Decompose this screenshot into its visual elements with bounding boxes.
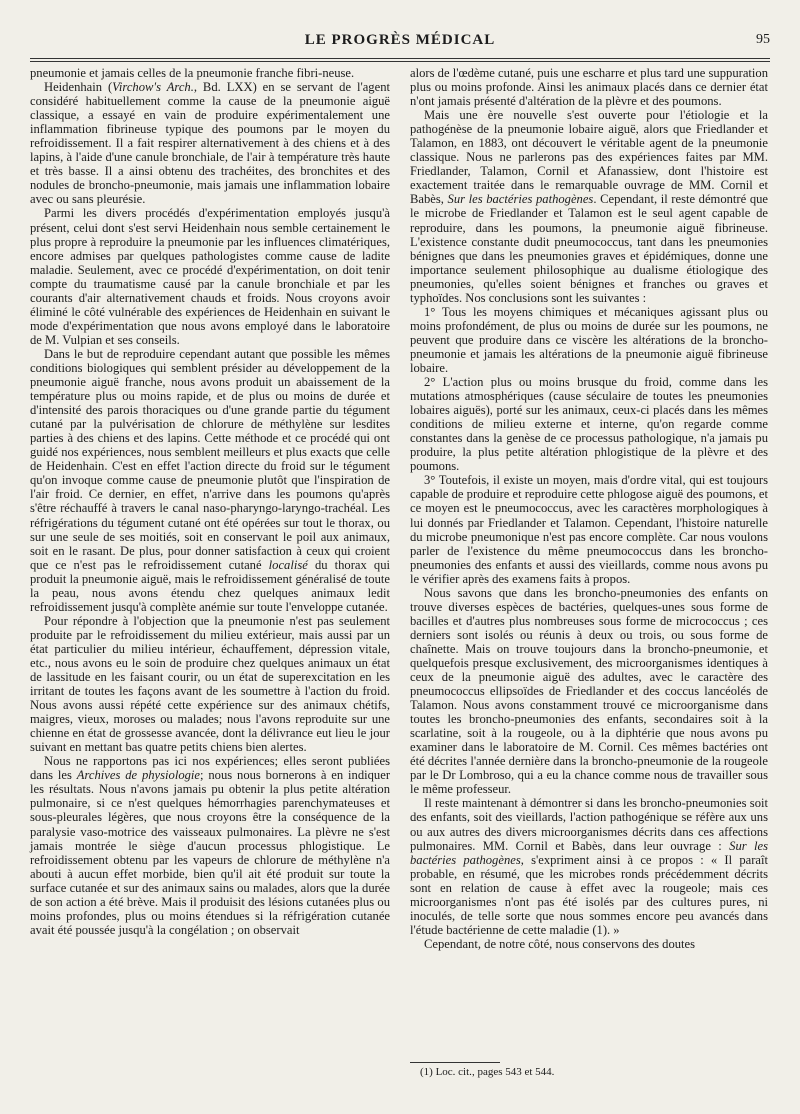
footnote: (1) Loc. cit., pages 543 et 544.: [420, 1066, 555, 1078]
citation: Virchow's Arch.: [112, 80, 194, 95]
paragraph: Mais une ère nouvelle s'est ouverte pour l'étiologie et la pathogénèse de la pneumonie lobaire aiguë, alors que Friedlander et Talamon, en 1883, ont découvert le véritable agent de la pneumonie classique. Nous ne parlerons pas des expériences faites par MM. Friedlander, Talamon, Cornil et Afanassiew, dont l'histoire est exactement traitée dans le remarquable ouvrage de MM. Cornil et Babès, Sur les bactéries pathogènes. Cependant, il reste démontré que le microbe de Friedlander et Talamon est le seul agent capable de reproduire, dans les poumons, la pneumonie aiguë fibrineuse. L'existence constante dudit pneumococcus, tant dans les pneumonies bénignes que dans les pneumonies graves et épidémiques, donne une importance seulement philosophique au dualisme étiologique des pneumonies, qu'elles soient bénignes et franches ou graves et typhoïdes. Nos conclusions sont les suivantes :: [410, 108, 768, 305]
paragraph: 3° Toutefois, il existe un moyen, mais d'ordre vital, qui est toujours capable de produire et reproduire cette phlogose aiguë des poumons, et ce moyen est le pneumococcus, avec les caractères morphologiques à lui donnés par Friedlander et Talamon. Cependant, l'histoire naturelle du microbe pneumonique n'est pas encore complète. Car nous voulons parler de l'existence du même pneumococcus dans les broncho-pneumonies des enfants et aussi des vieillards, comme nous avons pu le vérifier après des examens faits à propos.: [410, 473, 768, 586]
paragraph: Parmi les divers procédés d'expérimentation employés jusqu'à présent, celui dont s'est servi Heidenhain nous semble certainement le plus propre à reproduire la pneumonie par les influences climatériques, encore admises par quelques pathologistes comme cause de ladite maladie. Seulement, avec ce procédé d'expérimentation, on doit tenir compte du traumatisme causé par la canule bronchiale et par les courants d'air alternativement chauds et froids. Nous croyons avoir éliminé le côté vulnérable des expériences de Heidenhain en suivant le mode d'expérimentation que nous avons employé dans le laboratoire de M. Vulpian et ses conseils.: [30, 206, 390, 347]
paragraph: Nous savons que dans les broncho-pneumonies des enfants on trouve diverses espèces de bactéries, quelques-unes sous forme de bacilles et d'autres plus nombreuses sous forme de micrococcus ; ces derniers sont isolés ou réunis à deux ou trois, ou sous forme de chaînette. Mais on trouve toujours dans la broncho-pneumonie, et quelquefois presque exclusivement, des microorganismes identiques à ceux de la pneumonie aiguë des adultes, avec le caractère des pneumococcus ellipsoïdes de Friedlander et des coccus lancéolés de Talamon. Nous avons constamment trouvé ce microorganisme dans toutes les broncho-pneumonies des enfants, secondaires soit à la scarlatine, soit à la rougeole, ou à la diphtérie que nous avons pu examiner dans le laboratoire de M. Cornil. Ces mêmes bactéries ont été décrites l'année dernière dans la broncho-pneumonie de la rougeole par le Dr Lombroso, qui a eu la chance comme nous de travailler sous le même professeur.: [410, 585, 768, 797]
paragraph: pneumonie et jamais celles de la pneumonie franche fibri-neuse.: [30, 66, 355, 80]
page-number: 95: [756, 32, 770, 47]
header-rule-bottom: [30, 61, 770, 62]
left-column: [30, 66, 390, 937]
paragraph: Pour répondre à l'objection que la pneumonie n'est pas seulement produite par le refroidissement du milieu extérieur, mais aussi par un état particulier du milieu intérieur, échauffement, dépression vitale, etc., nous avons eu le soin de produire chez quelques animaux un état de lassitude en les faisant courir, ou un état de superexcitation en les irritant de toutes les façons avant de les soumettre à l'action du froid. Nous avons aussi répété cette expérience sur des animaux chétifs, maigres, vieux, moroses ou malades; nous l'avons reproduite sur une chienne en état de grossesse avancée, dont la délivrance eut lieu le jour suivant en mettant bas quatre petits chiens bien alertes.: [30, 613, 390, 755]
paragraph: alors de l'œdème cutané, puis une escharre et plus tard une suppuration plus ou moins profonde. Ainsi les animaux placés dans ce dernier état n'ont jamais présenté d'altération de la plèvre et des poumons.: [410, 66, 768, 109]
paragraph: Cependant, de notre côté, nous conservons des doutes: [424, 936, 696, 951]
footnote-ref: Loc. cit.: [435, 1066, 472, 1078]
paragraph: 2° L'action plus ou moins brusque du froid, comme dans les mutations atmosphériques (cause séculaire de toutes les pneumonies lobaires aiguës), porté sur les animaux, ceux-ci placés dans les mêmes conditions de milieu externe et interne, qu'on regarde comme constantes dans la genèse de ce processus pathologique, n'a jamais pu produire, la plus petite altération phlogistique de la plèvre et des poumons.: [410, 375, 768, 474]
paragraph: Heidenhain (Virchow's Arch., Bd. LXX) en se servant de l'agent considéré habituellement comme la cause de la pneumonie aiguë classique, a essayé en vain de produire expérimentalement une inflammation fibrineuse typique des poumons par le moyen du refroidissement. Il a fait respirer alternativement à des chiens et à des lapins, à l'aide d'une canule bronchiale, de l'air à température très haute et très basse. Il a ainsi obtenu des trachéites, des bronchites et des nodules de broncho-pneumonie, mais jamais une inflammation lobaire avec ou sans pleurésie.: [30, 80, 390, 207]
footnote-rule: [410, 1062, 500, 1063]
paragraph: Dans le but de reproduire cependant autant que possible les mêmes conditions biologiques qui semblent présider au développement de la pneumonie aiguë franche, nous avons produit un abaissement de la température plus ou moins rapide, et de plus ou moins de durée et d'intensité des parois thoraciques ou d'une grande partie du tégument cutané par la pulvérisation de chlorure de méthylène sur lesdites parties à des chiens et des lapins. Cette méthode et ce procédé qui ont guidé nos expériences, nous semblent meilleurs et plus exacts que celle de Heidenhain. C'est en effet l'action directe du froid sur le tégument qu'on invoque comme cause de pneumonie plutôt que l'inspiration de l'air froid. Ce dernier, en effet, n'arrive dans les poumons qu'après s'être réchauffé à travers le canal naso-pharyngo-laryngo-trachéal. Les réfrigérations du tégument cutané ont été opérées sur tout le thorax, ou sur une seule de ses moitiés, soit en conservant le poil aux animaux, soit en le rasant. De plus, pour donner satisfaction à ceux qui croient que ce n'est pas le refroidissement cutané localisé du thorax qui produit la pneumonie aiguë, mais le refroidissement généralisé de toute la peau, nous avons étendu chez quelques animaux ledit refroidissement jusqu'à complète anémie sur toute l'enveloppe cutanée.: [30, 346, 390, 614]
journal-title: LE PROGRÈS MÉDICAL: [304, 32, 496, 48]
citation: Sur les bactéries pathogènes: [410, 838, 768, 867]
emphasis: localisé: [268, 557, 308, 572]
right-column: [410, 66, 768, 951]
paragraph: Nous ne rapportons pas ici nos expériences; elles seront publiées dans les Archives de physiologie; nous nous bornerons à en indiquer les résultats. Nous n'avons jamais pu obtenir la plus petite altération pulmonaire, si ce n'est quelques hémorrhagies parenchymateuses et sous-pleurales légères, que nous croyons être la conséquence de la paralysie vaso-motrice des vaisseaux pulmonaires. La plèvre ne s'est jamais montrée le siège d'aucun processus phlogistique. Le refroidissement obtenu par les vapeurs de chlorure de méthylène n'a abouti à aucun effet morbide, bien qu'il ait été produit sur toute la surface cutanée et sur des animaux sains ou malades, alors que la durée de son action a été brève. Mais il produisit des lésions cutanées plus ou moins profondes, plus ou moins étendues si la réfrigération cutanée avait été poussée jusqu'à la congélation ; on observait: [30, 754, 391, 937]
citation: Archives de physiologie: [76, 768, 201, 783]
citation: Sur les bactéries pathogènes: [447, 192, 594, 207]
paragraph: Il reste maintenant à démontrer si dans les broncho-pneumonies soit des enfants, soit des vieillards, l'action pathogénique se réfère aux uns ou aux autres des divers microorganismes décrits dans ces affections pulmonaires. MM. Cornil et Babès, dans leur ouvrage : Sur les bactéries pathogènes, s'expriment ainsi à ce propos : « Il paraît probable, en résumé, que les microbes ronds précédemment décrits sont en relation de cause à effet avec la rougeole; mais ces microorganismes n'ont pas été isolés par des cultures pures, ni inoculés, de telle sorte que nous sommes encore peu avancés dans l'étude bactérienne de cette maladie (1). »: [410, 796, 768, 937]
paragraph: 1° Tous les moyens chimiques et mécaniques agissant plus ou moins profondément, de plus ou moins de durée sur les poumons, ne peuvent que produire dans ce viscère les altérations de la broncho-pneumonie et jamais les altérations de la pneumonie aiguë fibrineuse lobaire.: [410, 304, 768, 375]
running-header: [30, 30, 770, 56]
header-rule-top: [30, 58, 770, 59]
